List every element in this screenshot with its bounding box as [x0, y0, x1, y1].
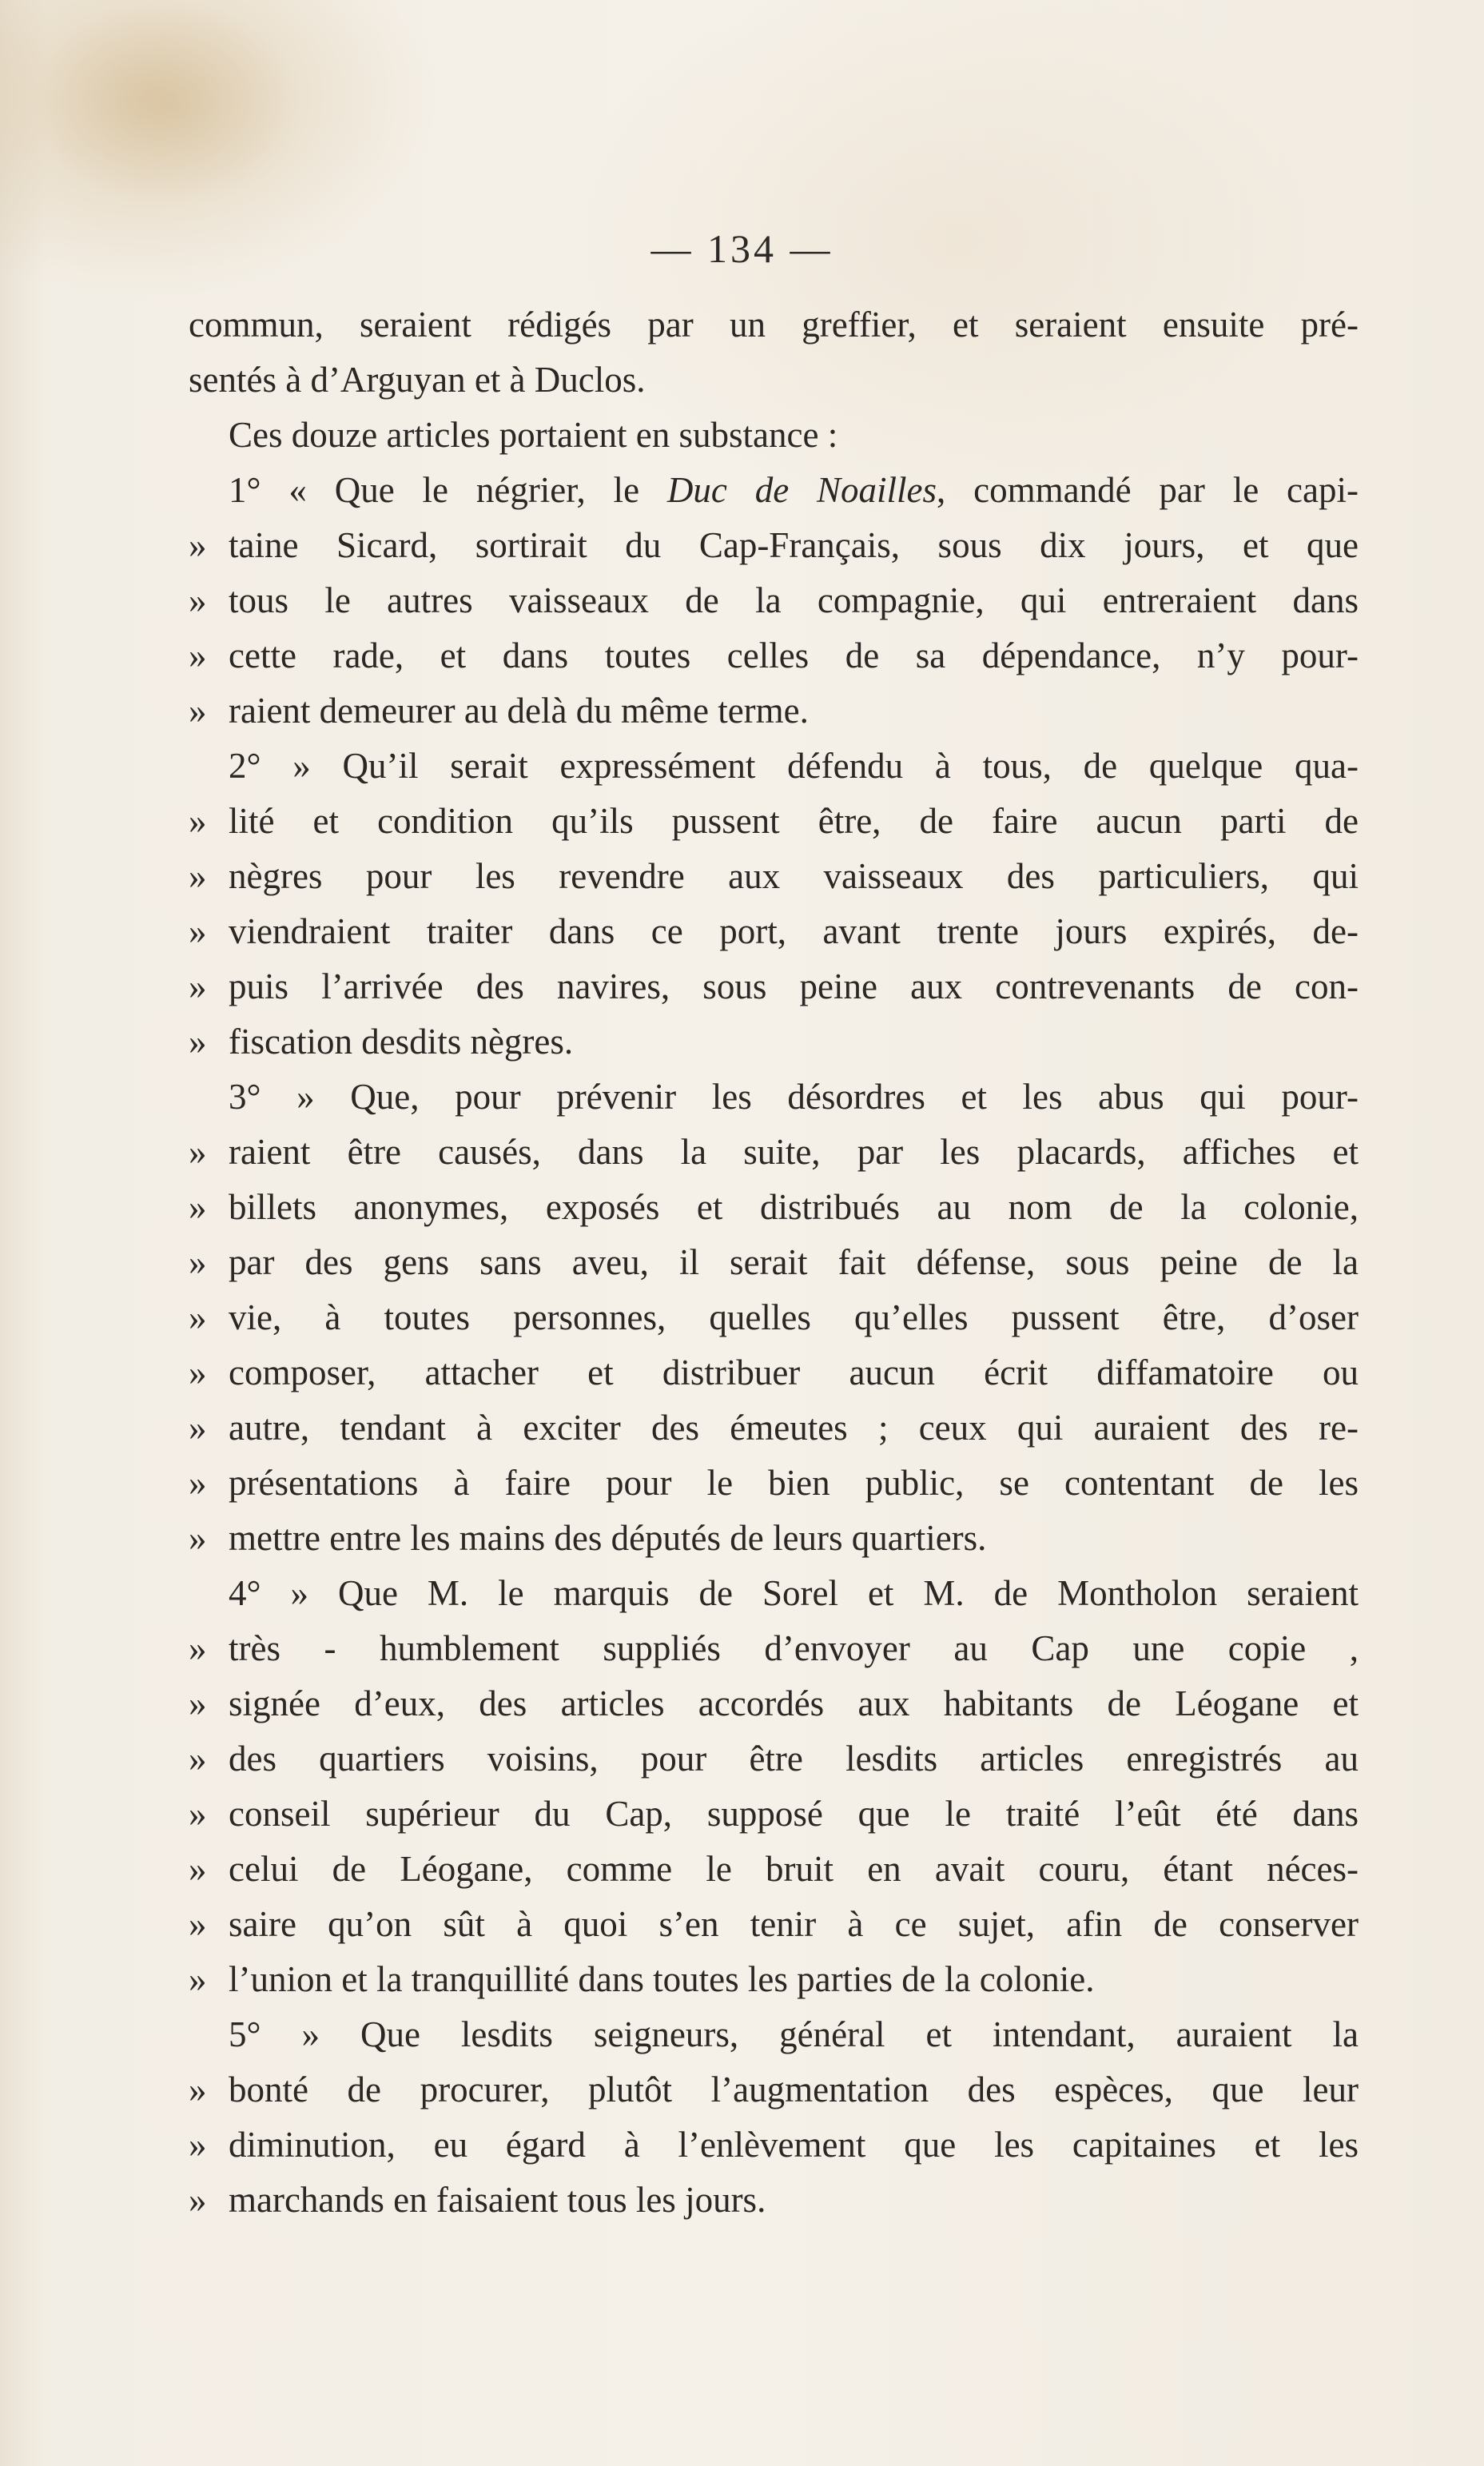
- text-line: [189, 683, 1359, 739]
- guillemet-mark: »: [189, 2125, 207, 2165]
- text-line: [189, 408, 1359, 463]
- guillemet-mark: »: [189, 1408, 207, 1448]
- text-line: [189, 849, 1359, 904]
- text-line: [189, 1345, 1359, 1400]
- line-text: taine Sicard, sortirait du Cap-Français, sous dix jours, et que: [229, 525, 1359, 565]
- line-text: par des gens sans aveu, il serait fait défense, sous peine de la: [229, 1242, 1359, 1282]
- line-text: commun, seraient rédigés par un greffier, et seraient ensuite pré-: [189, 305, 1359, 345]
- line-text: nègres pour les revendre aux vaisseaux des particuliers, qui: [229, 856, 1359, 896]
- line-text: fiscation desdits nègres.: [229, 1022, 574, 1062]
- text-line: [189, 1676, 1359, 1731]
- ship-name: Duc de Noailles: [666, 470, 937, 510]
- line-text: celui de Léogane, comme le bruit en avait couru, étant néces-: [229, 1849, 1359, 1889]
- guillemet-mark: »: [189, 801, 207, 841]
- text-line: [189, 1456, 1359, 1511]
- text-line: [189, 1621, 1359, 1676]
- line-text: 4° » Que M. le marquis de Sorel et M. de Montholon seraient: [229, 1573, 1359, 1613]
- guillemet-mark: »: [189, 966, 207, 1006]
- guillemet-mark: »: [189, 1242, 207, 1282]
- line-text-after: , commandé par le capi-: [937, 470, 1359, 510]
- text-line: [189, 2173, 1359, 2228]
- guillemet-mark: »: [189, 635, 207, 675]
- text-line: [189, 1400, 1359, 1456]
- guillemet-mark: »: [189, 1132, 207, 1172]
- text-line: [189, 1290, 1359, 1345]
- line-text: bonté de procurer, plutôt l’augmentation des espèces, que leur: [229, 2070, 1359, 2109]
- line-text: vie, à toutes personnes, quelles qu’elles pussent être, d’oser: [229, 1297, 1359, 1337]
- line-text: diminution, eu égard à l’enlèvement que les capitaines et les: [229, 2125, 1359, 2165]
- text-line: [189, 1566, 1359, 1621]
- line-text: raient demeurer au delà du même terme.: [229, 691, 809, 731]
- guillemet-mark: »: [189, 856, 207, 896]
- text-line: [189, 1511, 1359, 1566]
- text-line: [189, 739, 1359, 794]
- text-line: [189, 904, 1359, 959]
- line-text: raient être causés, dans la suite, par les placards, affiches et: [229, 1132, 1359, 1172]
- guillemet-mark: »: [189, 2070, 207, 2109]
- text-line: [189, 959, 1359, 1014]
- text-line: [189, 2007, 1359, 2062]
- text-line: [189, 1897, 1359, 1952]
- line-text: signée d’eux, des articles accordés aux habitants de Léogane et: [229, 1683, 1359, 1723]
- text-line: [189, 628, 1359, 683]
- line-text: composer, attacher et distribuer aucun écrit diffamatoire ou: [229, 1353, 1359, 1392]
- line-text: 2° » Qu’il serait expressément défendu à tous, de quelque qua-: [229, 746, 1359, 786]
- line-text: très - humblement suppliés d’envoyer au Cap une copie ,: [229, 1628, 1359, 1668]
- line-text: présentations à faire pour le bien public, se contentant de les: [229, 1463, 1359, 1503]
- body-text: [189, 297, 1359, 2228]
- line-text: Ces douze articles portaient en substance :: [229, 415, 838, 455]
- text-line: [189, 794, 1359, 849]
- line-text: billets anonymes, exposés et distribués au nom de la colonie,: [229, 1187, 1359, 1227]
- text-line: [189, 1014, 1359, 1070]
- text-line: [189, 1070, 1359, 1125]
- paper-stain: [32, 0, 304, 208]
- text-line: [189, 1787, 1359, 1842]
- line-text: 1° « Que le négrier, le: [229, 470, 667, 510]
- line-text: marchands en faisaient tous les jours.: [229, 2180, 766, 2220]
- guillemet-mark: »: [189, 2180, 207, 2220]
- line-text: sentés à d’Arguyan et à Duclos.: [189, 360, 646, 400]
- guillemet-mark: »: [189, 1849, 207, 1889]
- text-line: [189, 2117, 1359, 2173]
- line-text: des quartiers voisins, pour être lesdits articles enregistrés au: [229, 1739, 1359, 1779]
- text-line: [189, 518, 1359, 573]
- guillemet-mark: »: [189, 691, 207, 731]
- page-number: — 134 —: [650, 226, 834, 271]
- text-line: [189, 1731, 1359, 1787]
- guillemet-mark: »: [189, 1518, 207, 1558]
- guillemet-mark: »: [189, 1959, 207, 1999]
- text-line: [189, 1842, 1359, 1897]
- line-text: lité et condition qu’ils pussent être, de faire aucun parti de: [229, 801, 1359, 841]
- line-text: autre, tendant à exciter des émeutes ; ceux qui auraient des re-: [229, 1408, 1359, 1448]
- text-line: [189, 573, 1359, 628]
- line-text: saire qu’on sût à quoi s’en tenir à ce sujet, afin de conserver: [229, 1904, 1359, 1944]
- guillemet-mark: »: [189, 1187, 207, 1227]
- line-text: viendraient traiter dans ce port, avant trente jours expirés, de-: [229, 911, 1359, 951]
- text-line: [189, 1180, 1359, 1235]
- text-line: [189, 1952, 1359, 2007]
- line-text: mettre entre les mains des députés de leurs quartiers.: [229, 1518, 987, 1558]
- guillemet-mark: »: [189, 1794, 207, 1834]
- line-text: l’union et la tranquillité dans toutes les parties de la colonie.: [229, 1959, 1095, 1999]
- line-text: puis l’arrivée des navires, sous peine aux contrevenants de con-: [229, 966, 1359, 1006]
- text-line: [189, 2062, 1359, 2117]
- guillemet-mark: »: [189, 1683, 207, 1723]
- guillemet-mark: »: [189, 580, 207, 620]
- text-line: [189, 353, 1359, 408]
- line-text: tous le autres vaisseaux de la compagnie, qui entreraient dans: [229, 580, 1359, 620]
- text-line: [189, 1235, 1359, 1290]
- line-text: 5° » Que lesdits seigneurs, général et intendant, auraient la: [229, 2014, 1359, 2054]
- guillemet-mark: »: [189, 1022, 207, 1062]
- line-text: cette rade, et dans toutes celles de sa dépendance, n’y pour-: [229, 635, 1359, 675]
- text-line: [189, 297, 1359, 353]
- line-text: conseil supérieur du Cap, supposé que le traité l’eût été dans: [229, 1794, 1359, 1834]
- guillemet-mark: »: [189, 525, 207, 565]
- guillemet-mark: »: [189, 1463, 207, 1503]
- guillemet-mark: »: [189, 1297, 207, 1337]
- guillemet-mark: »: [189, 1904, 207, 1944]
- guillemet-mark: »: [189, 1628, 207, 1668]
- guillemet-mark: »: [189, 1353, 207, 1392]
- text-line: [189, 463, 1359, 518]
- guillemet-mark: »: [189, 911, 207, 951]
- line-text: 3° » Que, pour prévenir les désordres et les abus qui pour-: [229, 1077, 1359, 1117]
- guillemet-mark: »: [189, 1739, 207, 1779]
- text-line: [189, 1125, 1359, 1180]
